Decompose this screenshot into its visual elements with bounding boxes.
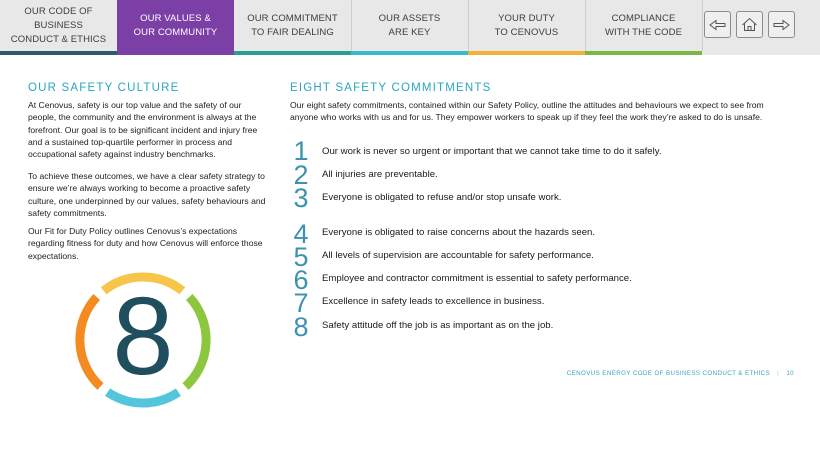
big-number-eight: 8: [112, 275, 174, 398]
tab-code-of-business-conduct[interactable]: [0, 0, 117, 51]
tab-label-line1: YOUR DUTY: [498, 12, 555, 24]
safety-culture-paragraph: At Cenovus, safety is our top value and the safety of our people, the community and the environment is always at the forefront. Our goal is to be significant incident and injury free and a sustained top-quartile performer in process and occupational safety against industry benchmarks.: [28, 100, 258, 160]
ring-segment-orange: [80, 297, 101, 387]
page-footer: [567, 370, 794, 377]
footer-separator: |: [777, 370, 780, 377]
footer-title: CENOVUS ENERGY CODE OF BUSINESS CONDUCT & ETHICS: [566, 370, 771, 377]
commitment-text: Everyone is obligated to refuse and/or stop unsafe work.: [322, 192, 562, 203]
tab-label-line1: OUR ASSETS: [378, 12, 441, 24]
home-icon: [741, 17, 758, 32]
tab-label-line2: CONDUCT & ETHICS: [10, 33, 107, 45]
forward-arrow-icon: [773, 19, 790, 31]
tab-compliance[interactable]: [585, 0, 702, 51]
commitment-text: Our work is never so urgent or important that we cannot take time to do it safely.: [322, 146, 662, 157]
tab-color-bar: [117, 51, 234, 55]
back-button[interactable]: [704, 11, 731, 38]
commitment-text: Employee and contractor commitment is essential to safety performance.: [322, 273, 632, 284]
home-button[interactable]: [736, 11, 763, 38]
tab-divider: [702, 0, 703, 51]
commitment-text: Safety attitude off the job is as important as on the job.: [322, 320, 554, 331]
commitment-number: 5: [293, 242, 309, 272]
commitment-text: Excellence in safety leads to excellence in business.: [322, 296, 545, 307]
tab-color-bar: [0, 51, 117, 55]
tab-label-line1: COMPLIANCE: [611, 12, 676, 24]
tab-label-line2: TO FAIR DEALING: [251, 26, 334, 38]
tab-label-line2: OUR COMMUNITY: [133, 26, 218, 38]
safety-culture-paragraph: Our Fit for Duty Policy outlines Cenovus’s expectations regarding fitness for duty and how Cenovus will enforce those expectations.: [28, 226, 263, 261]
ring-segment-green: [186, 297, 207, 387]
commitment-text: All injuries are preventable.: [322, 169, 438, 180]
tab-label-line2: TO CENOVUS: [494, 26, 559, 38]
tab-label-line2: ARE KEY: [388, 26, 431, 38]
tab-label-line2: WITH THE CODE: [604, 26, 683, 38]
tab-assets[interactable]: [351, 0, 468, 51]
commitment-text: All levels of supervision are accountable for safety performance.: [322, 250, 594, 261]
tab-label-line1: OUR VALUES &: [140, 12, 211, 24]
commitment-number: 6: [293, 265, 309, 295]
tab-color-bar: [468, 51, 585, 55]
commitment-number: 7: [293, 288, 309, 318]
page-number: 10: [786, 370, 794, 377]
tab-label-line1: OUR CODE OF BUSINESS: [24, 5, 93, 31]
safety-culture-title: OUR SAFETY CULTURE: [28, 82, 180, 94]
commitment-number: 3: [293, 183, 309, 213]
commitments-title: EIGHT SAFETY COMMITMENTS: [290, 82, 492, 94]
tab-color-bar: [351, 51, 468, 55]
commitments-intro: Our eight safety commitments, contained within our Safety Policy, outline the attitudes and behaviours we expect to see from anyone who works with us and for us. They empower workers to speak up if they feel the work they’re asked to do is unsafe.: [290, 100, 764, 123]
commitment-number: 8: [293, 312, 309, 342]
eight-ring-graphic: [70, 267, 216, 413]
page-navigation-buttons: [704, 11, 795, 38]
tab-values-community[interactable]: [117, 0, 234, 51]
safety-culture-paragraph: To achieve these outcomes, we have a clear safety strategy to ensure we’re always working to become a proactive safety culture, one underpinned by our values, safety behaviours and safety commitments.: [28, 171, 266, 218]
tab-color-bar: [585, 51, 702, 55]
commitment-number: 4: [293, 219, 309, 249]
commitment-text: Everyone is obligated to raise concerns about the hazards seen.: [322, 227, 596, 238]
tab-color-bar: [234, 51, 351, 55]
top-navigation: [0, 0, 820, 55]
commitment-number: 1: [293, 136, 309, 166]
forward-button[interactable]: [768, 11, 795, 38]
tab-your-duty[interactable]: [468, 0, 585, 51]
commitment-number: 2: [293, 160, 309, 190]
tab-label-line1: OUR COMMITMENT: [247, 12, 338, 24]
back-arrow-icon: [709, 19, 726, 31]
tab-fair-dealing[interactable]: [234, 0, 351, 51]
